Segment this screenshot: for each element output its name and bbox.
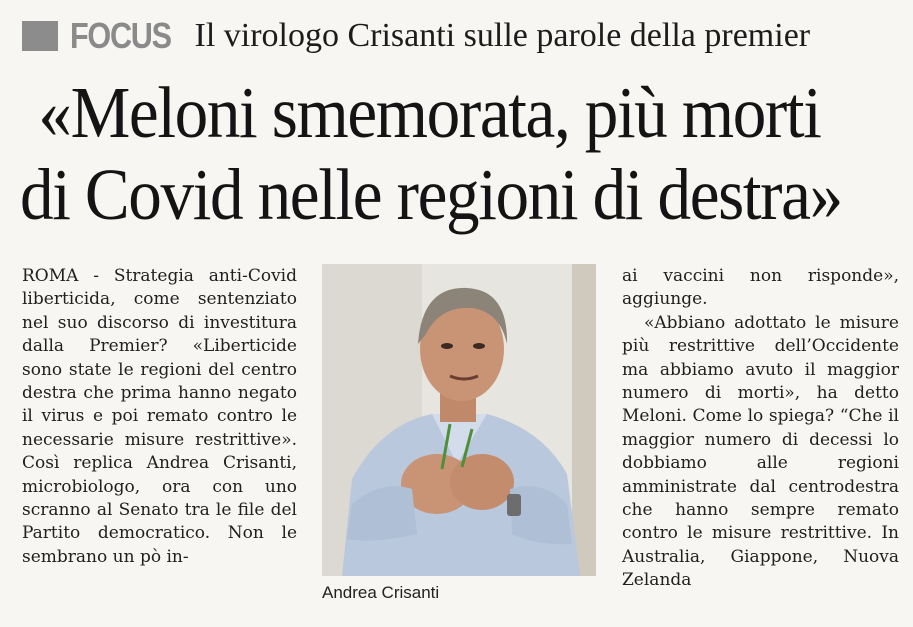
kicker-square-marker <box>22 21 58 51</box>
photo-caption: Andrea Crisanti <box>322 583 440 602</box>
kicker-subtitle: Il virologo Crisanti sulle parole della premier <box>194 17 811 54</box>
article-column-1 <box>22 265 297 569</box>
portrait-photo <box>322 264 596 576</box>
column-2-paragraph-1: ai vaccini non risponde», aggiunge. <box>622 266 899 310</box>
portrait-illustration <box>322 264 596 576</box>
kicker-row <box>22 14 902 58</box>
headline <box>20 72 842 236</box>
headline-line-1: «Meloni smemorata, più morti <box>38 72 821 153</box>
column-2-paragraph-2: «Abbiano adottato le misure più restrittive dell’Occidente ma abbiamo avuto il maggior numero di morti», ha detto Meloni. Come lo spiega? “Che il maggior numero di decessi lo dobbiamo alle regioni amministrate dal centrodestra che hanno sempre remato contro le misure restrittive. In Australia, Giappone, Nuova Zelanda <box>622 312 899 591</box>
column-1-text: ROMA - Strategia anti-Covid liberticida, come sentenziato nel suo discorso di investitura dalla Premier? «Liberticide sono state le regioni del centro destra che prima hanno negato il virus e poi remato contro le necessarie misure restrittive». Così replica Andrea Crisanti, microbiologo, ora con uno scranno al Senato tra le file del Partito democratico. Non le sembrano un pò in- <box>22 266 297 567</box>
article-column-2 <box>622 265 899 593</box>
kicker-label: FOCUS <box>70 15 171 56</box>
headline-line-2: di Covid nelle regioni di destra» <box>20 154 842 235</box>
